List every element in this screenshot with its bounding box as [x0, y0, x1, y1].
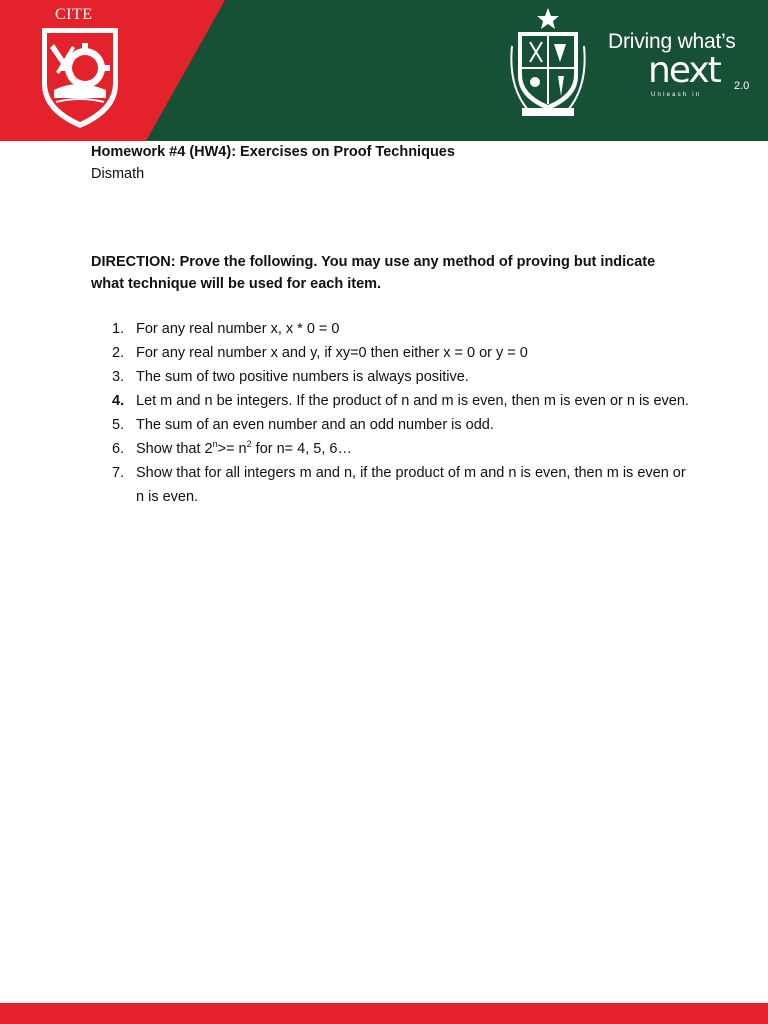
item-number: 6. — [112, 441, 125, 457]
footer-red-bar — [0, 1003, 768, 1024]
item-text-part: for n= 4, 5, 6… — [251, 441, 352, 457]
list-item — [91, 413, 691, 437]
list-item — [91, 461, 691, 509]
list-item — [91, 317, 691, 341]
direction-text: DIRECTION: Prove the following. You may use any method of proving but indicate what technique will be used for each item. — [91, 254, 656, 292]
item-text: Let m and n be integers. If the product of n and m is even, then m is even or n is even. — [136, 393, 689, 409]
list-item — [91, 341, 691, 365]
item-number: 7. — [112, 465, 125, 481]
item-text: Show that for all integers m and n, if the product of m and n is even, then m is even or n is even. — [136, 465, 686, 505]
item-number: 3. — [112, 369, 125, 385]
exercise-list — [91, 317, 691, 509]
item-number: 2. — [112, 345, 125, 361]
dlsu-crest-logo — [508, 6, 588, 122]
item-text — [136, 437, 691, 461]
tagline-version: 2.0 — [734, 80, 750, 92]
header-banner — [0, 0, 768, 141]
item-number: 4. — [112, 393, 125, 409]
item-text: For any real number x, x * 0 = 0 — [136, 321, 340, 337]
document-subject: Dismath — [91, 166, 145, 182]
document-heading — [91, 142, 691, 184]
tagline-next: next — [648, 50, 720, 91]
item-number: 1. — [112, 321, 125, 337]
item-text-part: >= n — [217, 441, 247, 457]
item-text: The sum of an even number and an odd number is odd. — [136, 417, 494, 433]
list-item — [91, 389, 691, 413]
cite-label: CITE — [55, 6, 93, 23]
document-title: Homework #4 (HW4): Exercises on Proof Techniques — [91, 144, 455, 160]
cite-shield-logo — [38, 26, 122, 130]
exponent-2: 2 — [246, 439, 252, 450]
item-text: For any real number x and y, if xy=0 then either x = 0 or y = 0 — [136, 345, 528, 361]
exponent-n: n — [212, 439, 218, 450]
item-text: The sum of two positive numbers is always positive. — [136, 369, 469, 385]
list-item — [91, 437, 691, 461]
tagline-subtext: Unleash in — [651, 92, 702, 98]
tagline-driving-whats: Driving what’s — [608, 30, 736, 53]
list-item — [91, 365, 691, 389]
item-number: 5. — [112, 417, 125, 433]
item-text-part: Show that 2 — [136, 441, 213, 457]
